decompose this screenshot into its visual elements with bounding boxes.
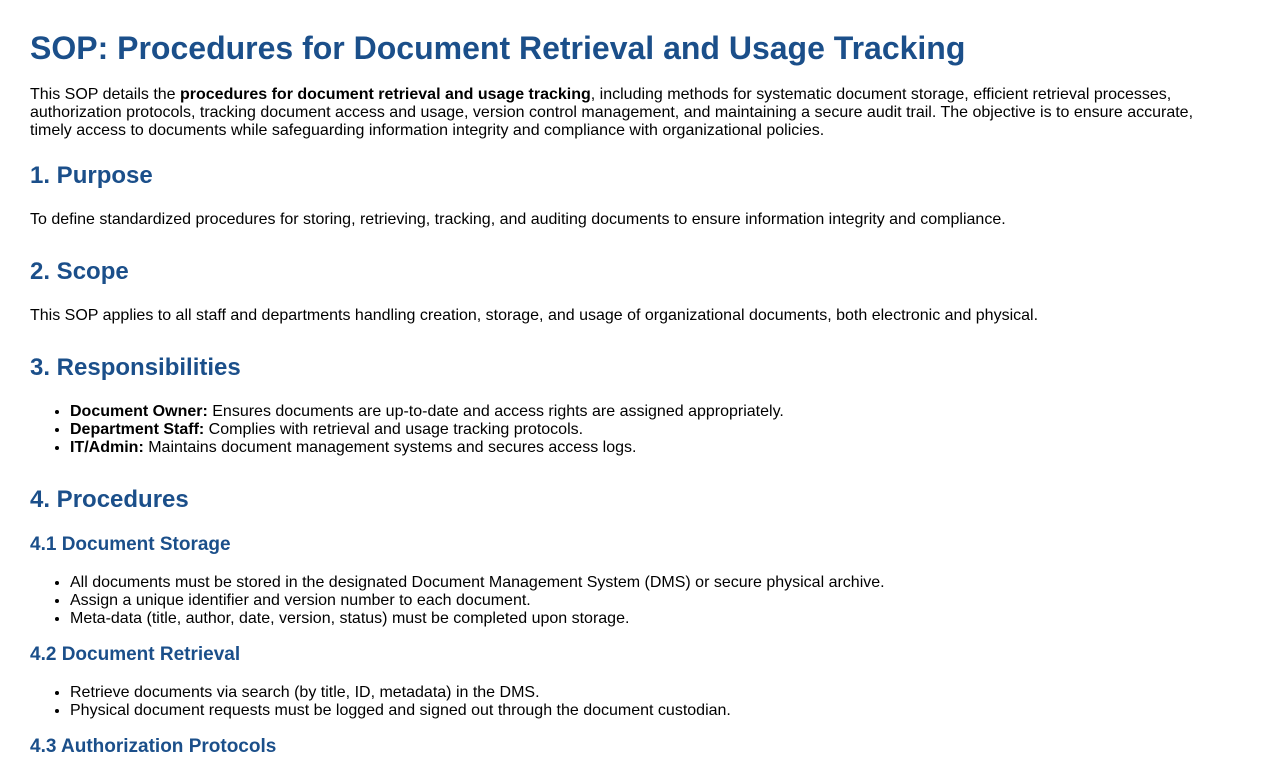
retrieval-heading: 4.2 Document Retrieval <box>30 644 241 665</box>
responsibilities-list <box>30 403 1233 457</box>
list-item <box>70 421 1233 439</box>
intro-bold: procedures for document retrieval and usage tracking <box>180 86 591 103</box>
retrieval-list <box>30 684 1233 720</box>
role-description: Maintains document management systems and secures access logs. <box>143 439 637 456</box>
authorization-heading: 4.3 Authorization Protocols <box>30 736 277 757</box>
list-item <box>70 403 1233 421</box>
purpose-text: To define standardized procedures for storing, retrieving, tracking, and auditing documents to ensure information integrity and compliance. <box>30 211 1006 228</box>
storage-heading: 4.1 Document Storage <box>30 534 231 555</box>
intro-suffix: , including methods for systematic document storage, efficient retrieval processes, authorization protocols, tracking document access and usage, version control management, and maintaining a secure audit trail. The objective is to ensure accurate, timely access to documents while safeguarding information integrity and compliance with organizational policies. <box>30 86 1194 139</box>
list-item: • Assign a unique identifier and version number to each document. <box>70 592 1233 610</box>
scope-text: This SOP applies to all staff and departments handling creation, storage, and usage of organizational documents, both electronic and physical. <box>30 307 1039 324</box>
purpose-heading: 1. Purpose <box>30 162 153 189</box>
storage-list <box>30 574 1233 628</box>
role-description: Complies with retrieval and usage tracking protocols. <box>204 421 584 438</box>
list-item: • Retrieve documents via search (by title, ID, metadata) in the DMS. <box>70 684 1233 702</box>
intro-paragraph <box>30 86 1233 140</box>
list-item: • Physical document requests must be logged and signed out through the document custodian. <box>70 702 1233 720</box>
role-label: Document Owner: <box>70 403 208 420</box>
procedures-heading: 4. Procedures <box>30 486 189 513</box>
intro-prefix: This SOP details the <box>30 86 180 103</box>
list-item <box>70 439 1233 457</box>
list-item: • All documents must be stored in the designated Document Management System (DMS) or secure physical archive. <box>70 574 1233 592</box>
scope-heading: 2. Scope <box>30 258 129 285</box>
role-label: Department Staff: <box>70 421 205 438</box>
responsibilities-heading: 3. Responsibilities <box>30 354 241 381</box>
list-item: • Meta-data (title, author, date, version, status) must be completed upon storage. <box>70 610 1233 628</box>
page-title: SOP: Procedures for Document Retrieval and Usage Tracking <box>30 30 966 66</box>
role-label: IT/Admin: <box>70 439 144 456</box>
role-description: Ensures documents are up-to-date and access rights are assigned appropriately. <box>207 403 784 420</box>
